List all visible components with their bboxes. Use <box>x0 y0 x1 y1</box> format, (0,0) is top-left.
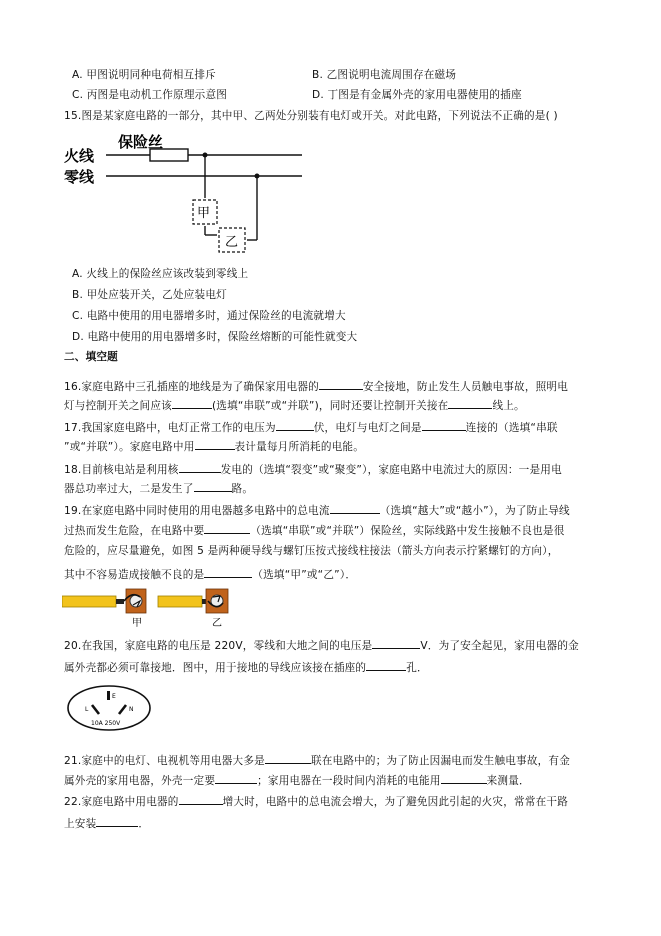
q19-blank3 <box>204 566 252 578</box>
svg-text:E: E <box>112 693 116 700</box>
q19-blank1 <box>330 502 380 514</box>
q15-option-a: A. 火线上的保险丝应该改装到零线上 <box>72 268 249 280</box>
q14-option-a: A. 甲图说明同种电荷相互排斥 <box>72 69 216 81</box>
q15-option-c: C. 电路中使用的用电器增多时，通过保险丝的电流就增大 <box>72 310 346 322</box>
q18-blank2 <box>194 480 232 492</box>
q16-line2: 灯与控制开关之间应该 (选填“串联”或“并联”)，同时还要让控制开关接在 线上。 <box>64 397 525 414</box>
q18-blank1 <box>179 461 221 473</box>
q20-line2: 属外壳都必须可靠接地．图中，用于接地的导线应该接在插座的 孔． <box>64 659 428 676</box>
q22-blank1 <box>179 793 223 805</box>
q16-blank3 <box>448 397 492 409</box>
svg-text:10A 250V: 10A 250V <box>91 720 121 727</box>
q22-line1: 22.家庭电路中用电器的 增大时，电路中的总电流会增大，为了避免因此引起的火灾，常常在干路 <box>64 793 568 810</box>
q21-blank1 <box>265 752 311 764</box>
live-wire-label: 火线 <box>64 147 95 165</box>
q19-wire-terminal-figure <box>62 588 252 630</box>
q19-line2: 过热而发生危险，在电路中要 （选填“串联”或“并联”）保险丝，实际线路中发生接触不良也是很 <box>64 522 565 539</box>
q16-blank2 <box>172 397 212 409</box>
q17-blank3 <box>195 438 235 450</box>
q21-blank3 <box>441 772 487 784</box>
q14-option-d: D. 丁图是有金属外壳的家用电器使用的插座 <box>312 89 522 101</box>
q22-blank2 <box>96 815 138 827</box>
fuse-label: 保险丝 <box>118 133 164 151</box>
q14-option-b: B. 乙图说明电流周围存在磁场 <box>312 69 457 81</box>
q22-line2: 上安装 ． <box>64 815 149 832</box>
q17-blank2 <box>422 419 466 431</box>
q19-line1: 19.在家庭电路中同时使用的用电器越多电路中的总电流 （选填“越大”或“越小”），为了防止导线 <box>64 502 570 519</box>
jia-label: 甲 <box>197 206 211 221</box>
q21-line1: 21.家庭中的电灯、电视机等用电器大多是 联在电路中的；为了防止因漏电而发生触电事故，有金 <box>64 752 570 769</box>
q21-line2: 属外壳的家用电器，外壳一定要 ；家用电器在一段时间内消耗的电能用 来测量． <box>64 772 530 789</box>
q17-blank1 <box>276 419 314 431</box>
q15-stem: 15.图是某家庭电路的一部分，其中甲、乙两处分别装有电灯或开关。对此电路，下列说法不正确的是( ) <box>64 110 558 122</box>
q19-blank2 <box>204 522 250 534</box>
q15-circuit-diagram <box>64 128 314 262</box>
q18-line1: 18.目前核电站是利用核 发电的（选填“裂变”或“聚变”），家庭电路中电流过大的原因：一是用电 <box>64 461 562 478</box>
q21-blank2 <box>215 772 257 784</box>
q19-line4: 其中不容易造成接触不良的是 （选填“甲”或“乙”）． <box>64 566 356 583</box>
q14-option-c: C. 丙图是电动机工作原理示意图 <box>72 89 228 101</box>
q20-blank1 <box>372 637 420 649</box>
q15-option-b: B. 甲处应装开关，乙处应装电灯 <box>72 289 227 301</box>
q20-socket-figure <box>66 684 152 732</box>
q19-fig-jia-label: 甲 <box>132 618 142 629</box>
neutral-wire-label: 零线 <box>64 168 95 186</box>
q15-option-d: D. 电路中使用的用电器增多时，保险丝熔断的可能性就变大 <box>72 331 358 343</box>
q16-line1: 16.家庭电路中三孔插座的地线是为了确保家用电器的 安全接地，防止发生人员触电事故，照明电 <box>64 378 568 395</box>
q18-line2: 器总功率过大，二是发生了 路。 <box>64 480 253 497</box>
q19-line3: 危险的，应尽量避免，如图 5 是两种硬导线与螺钉压按式接线柱接法（箭头方向表示拧紧螺钉的方向）， <box>64 545 559 557</box>
q17-line1: 17.我国家庭电路中，电灯正常工作的电压为 伏，电灯与电灯之间是 连接的（选填“串联 <box>64 419 558 436</box>
yi-label: 乙 <box>225 235 239 250</box>
q16-blank1 <box>319 378 363 390</box>
q17-line2: ”或“并联”）。家庭电路中用 表计量每月所消耗的电能。 <box>64 438 364 455</box>
svg-text:L: L <box>85 706 89 713</box>
q19-fig-yi-label: 乙 <box>212 618 222 629</box>
svg-text:N: N <box>129 706 134 713</box>
q20-line1: 20.在我国，家庭电路的电压是 220V，零线和大地之间的电压是 V．为了安全起见，家用电器的金 <box>64 637 579 654</box>
section-title: 二、填空题 <box>64 351 118 363</box>
q20-blank2 <box>366 659 406 671</box>
